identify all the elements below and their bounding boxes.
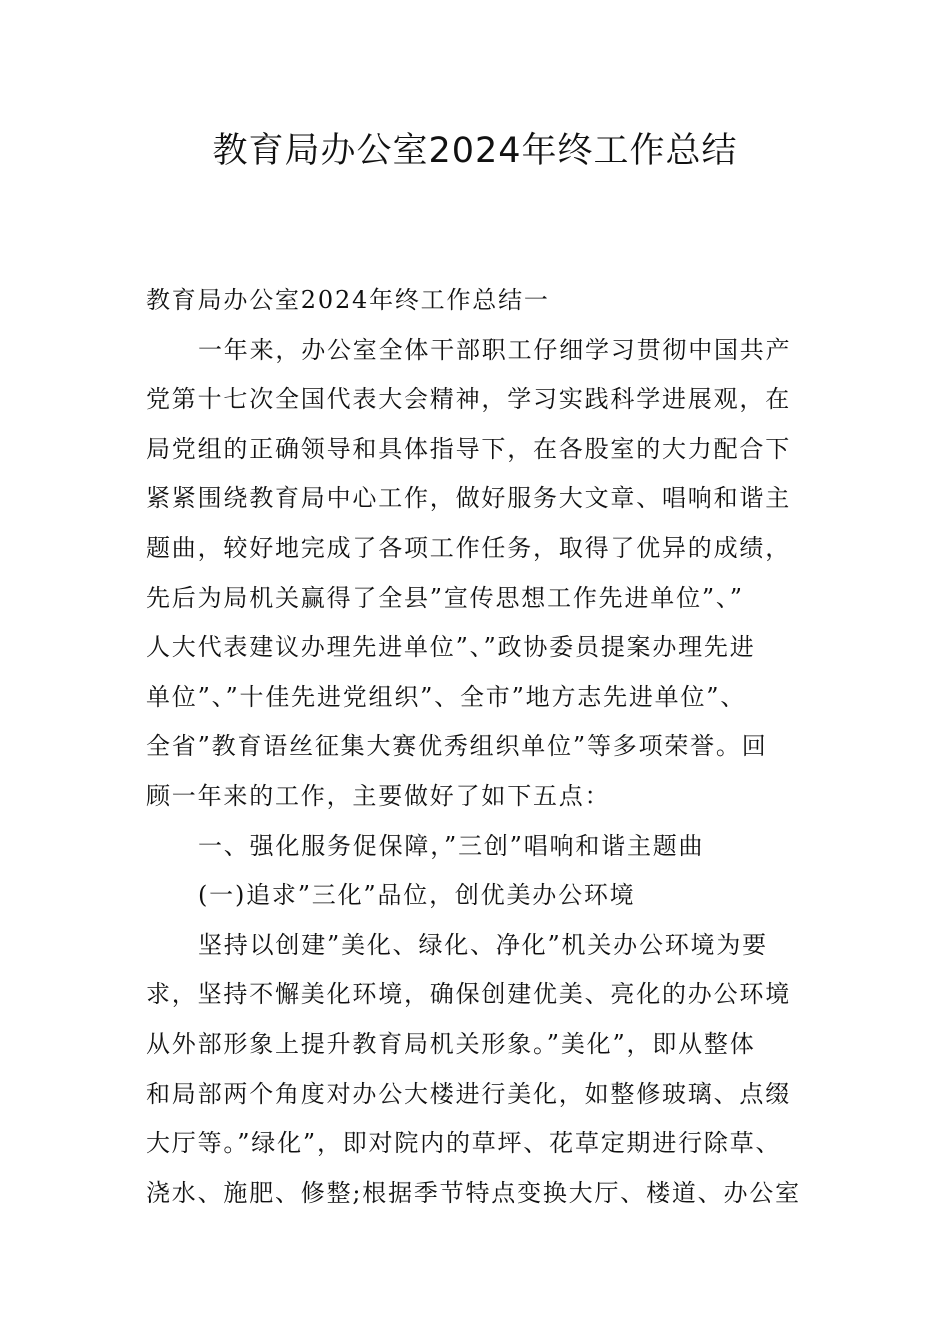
text-line: 浇水、施肥、修整;根据季节特点变换大厅、楼道、办公室 bbox=[146, 1178, 801, 1207]
text-line: 从外部形象上提升教育局机关形象。”美化”，即从整体 bbox=[146, 1029, 756, 1058]
text-line: 大厅等。”绿化”，即对院内的草坪、花草定期进行除草、 bbox=[146, 1129, 782, 1158]
document-body bbox=[146, 276, 830, 1218]
text-line: 全省”教育语丝征集大赛优秀组织单位”等多项荣誉。回 bbox=[146, 732, 768, 761]
text-line: 先后为局机关赢得了全县”宣传思想工作先进单位”、” bbox=[146, 583, 744, 612]
text-line: 局党组的正确领导和具体指导下，在各股室的大力配合下 bbox=[146, 434, 791, 463]
text-line: 一年来，办公室全体干部职工仔细学习贯彻中国共产 bbox=[198, 335, 792, 364]
text-line: 教育局办公室2024年终工作总结一 bbox=[146, 286, 550, 314]
text-line: 党第十七次全国代表大会精神，学习实践科学进展观，在 bbox=[146, 385, 791, 414]
document-title: 教育局办公室2024年终工作总结 bbox=[212, 131, 738, 171]
section-heading: 一、强化服务促保障，”三创”唱响和谐主题曲 bbox=[198, 831, 705, 860]
text-line: 题曲，较好地完成了各项工作任务，取得了优异的成绩， bbox=[146, 533, 791, 562]
text-line: 人大代表建议办理先进单位”、”政协委员提案办理先进 bbox=[146, 633, 756, 662]
text-line: 顾一年来的工作，主要做好了如下五点： bbox=[146, 781, 611, 810]
text-line: 和局部两个角度对办公大楼进行美化，如整修玻璃、点缀 bbox=[146, 1079, 791, 1108]
subsection-heading: (一)追求”三化”品位，创优美办公环境 bbox=[198, 881, 636, 910]
text-line: 单位”、”十佳先进党组织”、全市”地方志先进单位”、 bbox=[146, 682, 747, 711]
text-line: 求，坚持不懈美化环境，确保创建优美、亮化的办公环境 bbox=[146, 980, 791, 1009]
text-line: 坚持以创建”美化、绿化、净化”机关办公环境为要 bbox=[198, 930, 768, 959]
text-line: 紧紧围绕教育局中心工作，做好服务大文章、唱响和谐主 bbox=[146, 484, 791, 513]
